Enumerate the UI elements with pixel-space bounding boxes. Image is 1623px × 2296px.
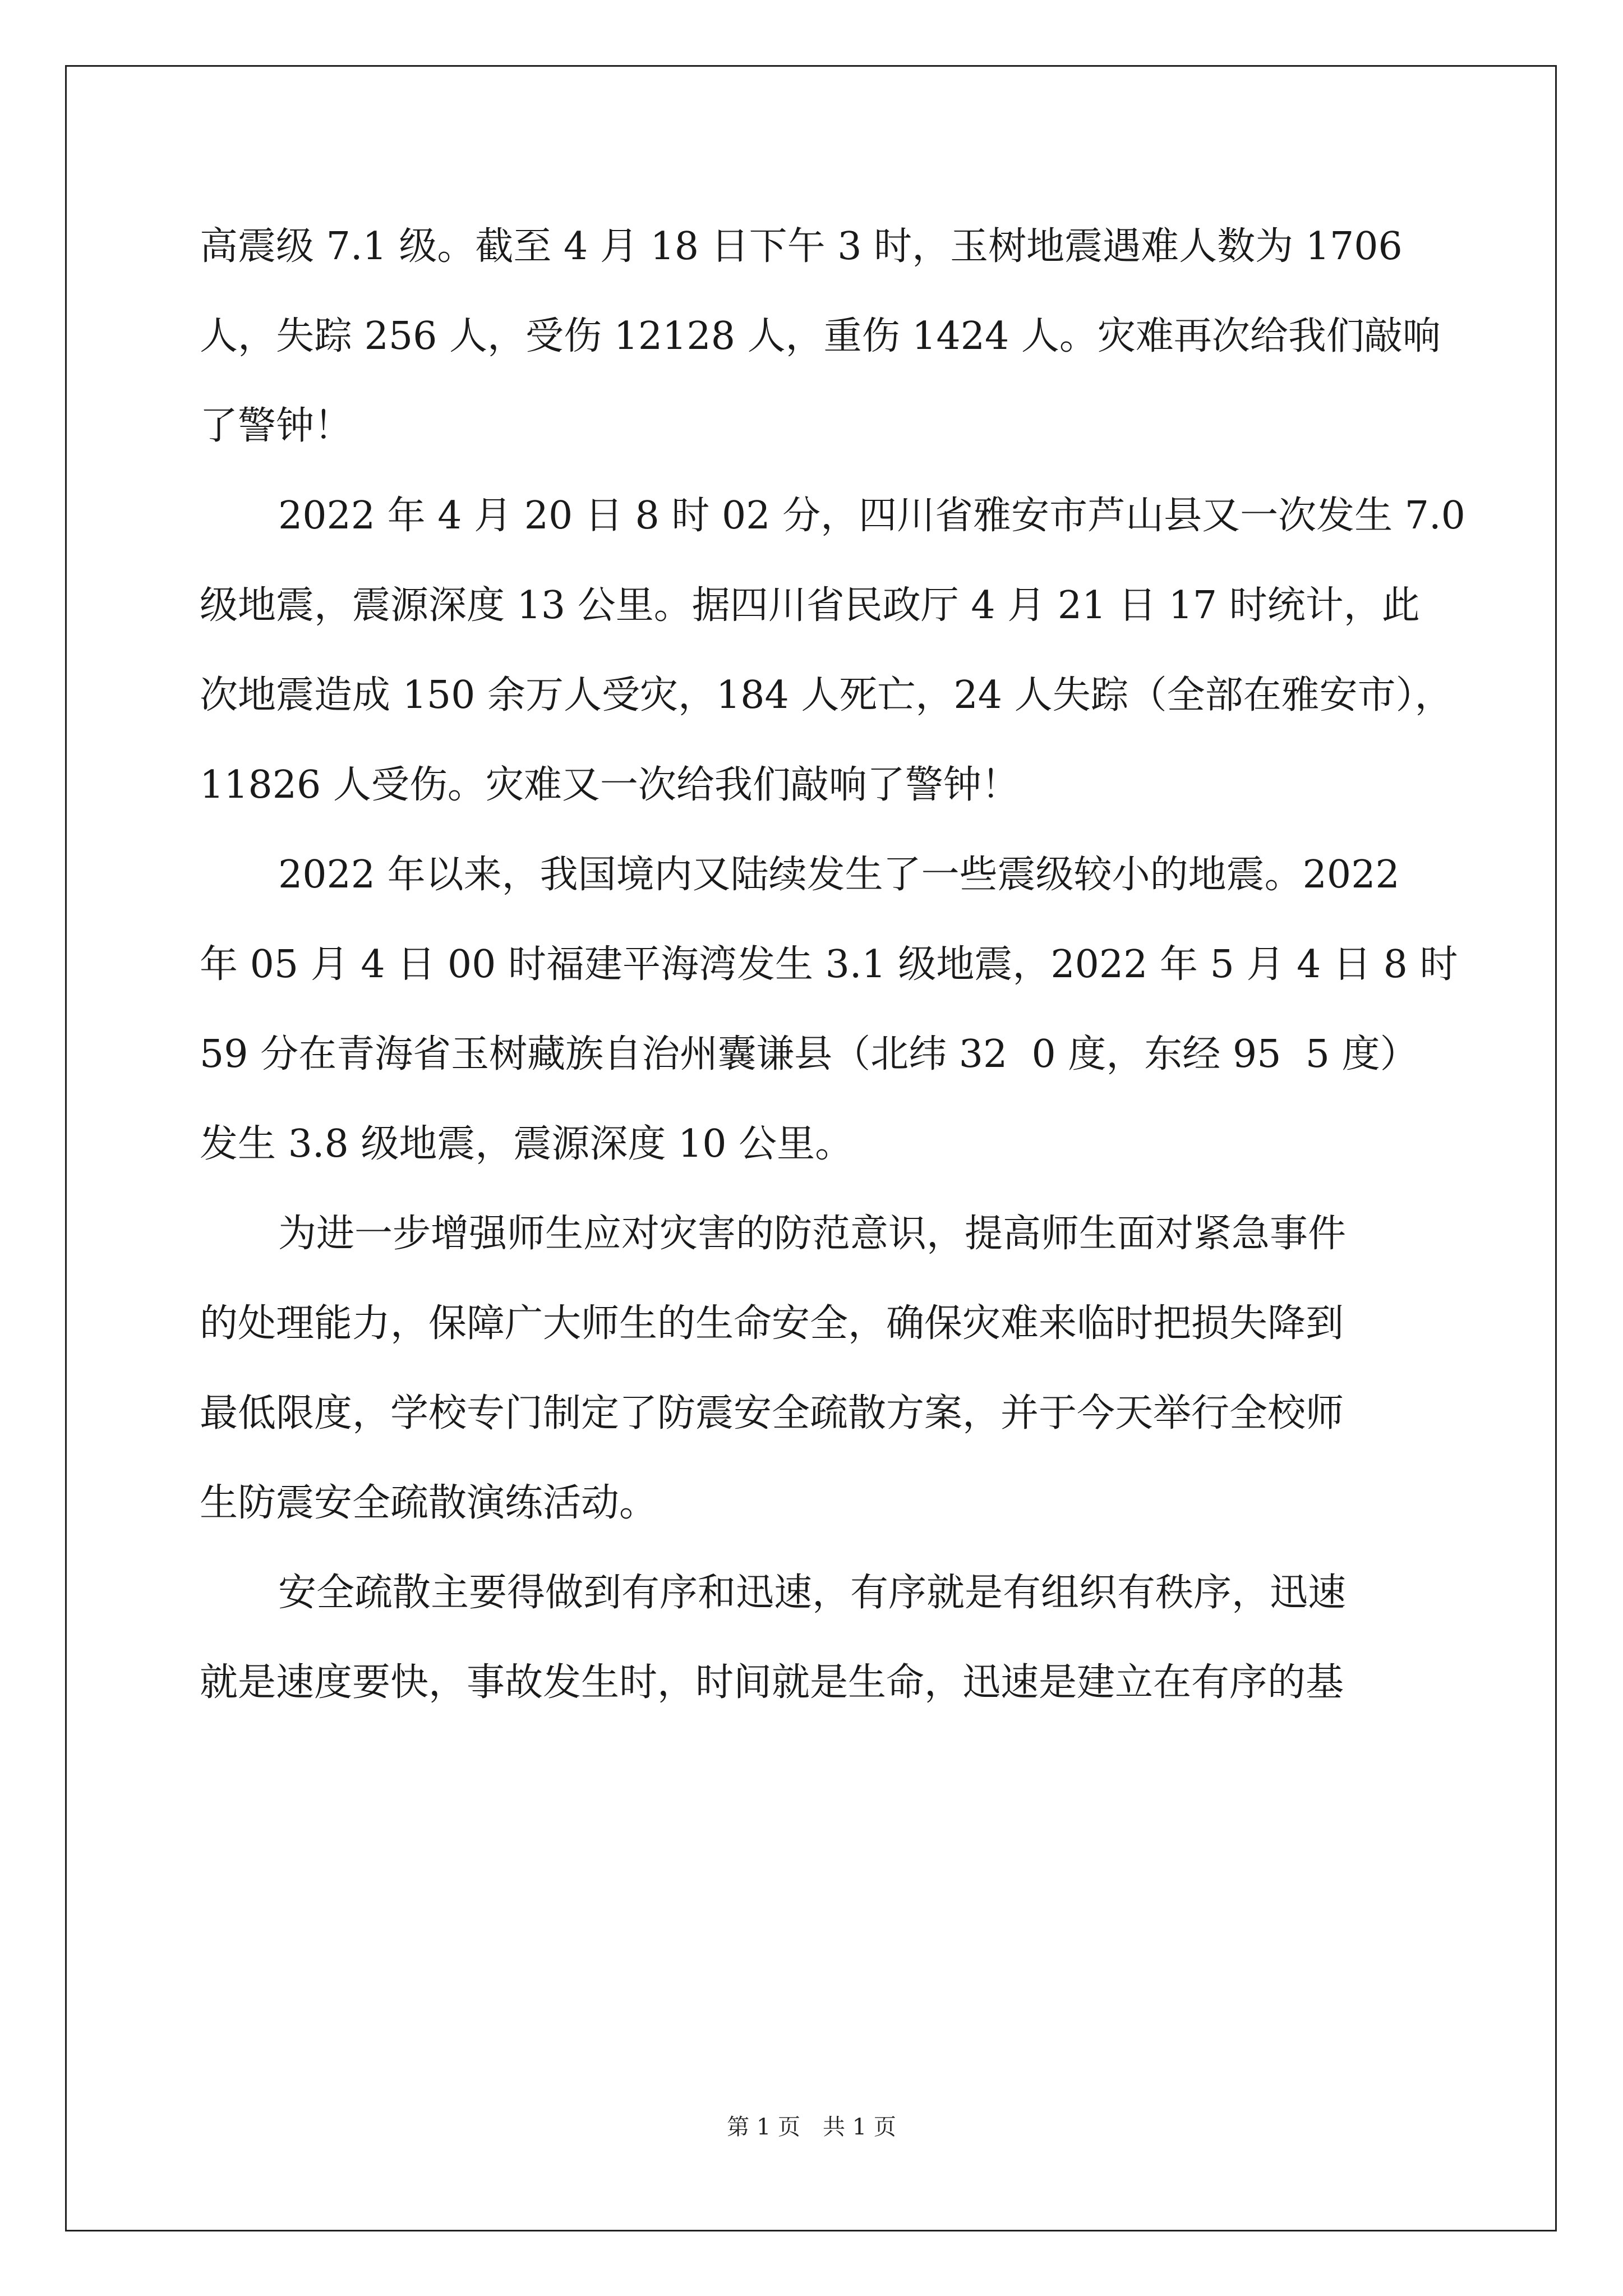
body-line-12: 为进一步增强师生应对灾害的防范意识，提高师生面对紧急事件: [278, 1212, 1347, 1256]
body-line-13: 的处理能力，保障广大师生的生命安全，确保灾难来临时把损失降到: [200, 1301, 1344, 1346]
body-line-15: 生防震安全疏散演练活动。: [200, 1481, 658, 1525]
body-line-5: 级地震，震源深度 13 公里。据四川省民政厅 4 月 21 日 17 时统计，此: [200, 583, 1420, 628]
body-line-4: 2022 年 4 月 20 日 8 时 02 分，四川省雅安市芦山县又一次发生 7.0: [278, 494, 1465, 538]
body-line-10: 59 分在青海省玉树藏族自治州囊谦县（北纬 32 0 度，东经 95 5 度）: [200, 1032, 1418, 1076]
body-line-16: 安全疏散主要得做到有序和迅速，有序就是有组织有秩序，迅速: [278, 1571, 1347, 1615]
body-line-7: 11826 人受伤。灾难又一次给我们敲响了警钟！: [200, 763, 1020, 807]
body-line-17: 就是速度要快，事故发生时，时间就是生命，迅速是建立在有序的基: [200, 1660, 1344, 1705]
body-line-2: 人，失踪 256 人，受伤 12128 人，重伤 1424 人。灾难再次给我们敲响: [200, 314, 1441, 358]
body-line-1: 高震级 7.1 级。截至 4 月 18 日下午 3 时，玉树地震遇难人数为 1706: [200, 224, 1403, 269]
body-line-8: 2022 年以来，我国境内又陆续发生了一些震级较小的地震。2022: [278, 853, 1400, 897]
body-line-14: 最低限度，学校专门制定了防震安全疏散方案，并于今天举行全校师: [200, 1391, 1344, 1435]
body-line-3: 了警钟！: [200, 404, 353, 448]
body-line-11: 发生 3.8 级地震，震源深度 10 公里。: [200, 1122, 854, 1166]
page-footer: 第 1 页 共 1 页: [727, 2114, 896, 2140]
body-line-6: 次地震造成 150 余万人受灾，184 人死亡，24 人失踪（全部在雅安市），: [200, 673, 1453, 717]
body-line-9: 年 05 月 4 日 00 时福建平海湾发生 3.1 级地震，2022 年 5 月 4 日 8 时: [200, 942, 1458, 987]
